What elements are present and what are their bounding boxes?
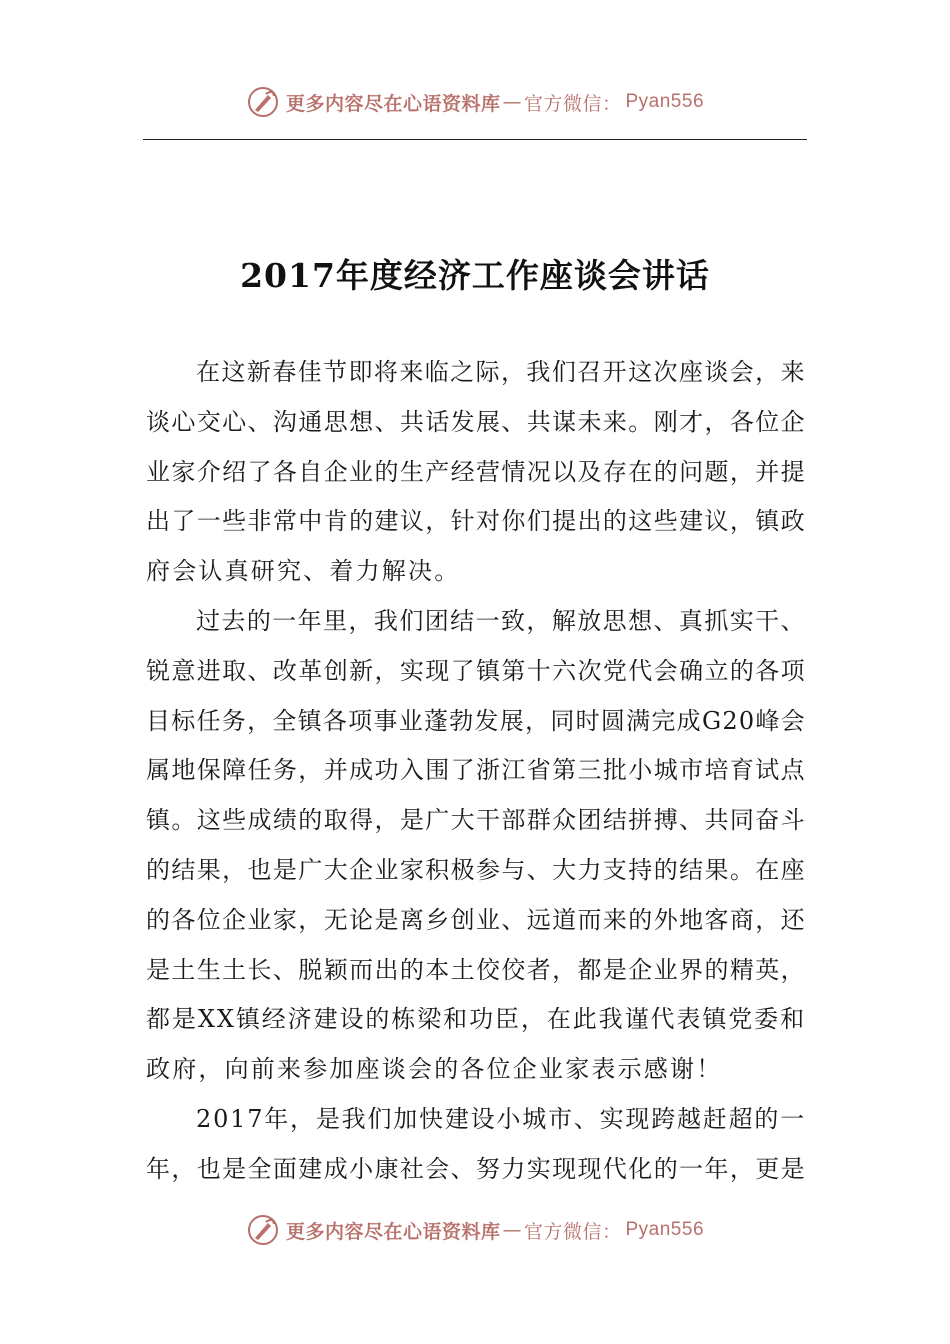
banner-main-text: 更多内容尽在心语资料库 (285, 92, 501, 115)
header-divider (143, 139, 807, 140)
body-line: 的各位企业家，无论是离乡创业、远道而来的外地客商，还 (146, 905, 806, 934)
footer-banner (0, 1210, 950, 1250)
body-line: 府会认真研究、着力解决。 (146, 557, 461, 586)
banner-main-text: 更多内容尽在心语资料库 (285, 1220, 501, 1243)
banner-sub-text: 官方微信： (523, 1220, 622, 1243)
body-line: 是土生土长、脱颖而出的本土佼佼者，都是企业界的精英， (146, 955, 806, 984)
body-line: 都是XX镇经济建设的栋梁和功臣，在此我谨代表镇党委和 (146, 1005, 806, 1034)
body-line: 属地保障任务，并成功入围了浙江省第三批小城市培育试点 (146, 756, 806, 785)
body-line: 锐意进取、改革创新，实现了镇第十六次党代会确立的各项 (146, 656, 806, 685)
body-line: 的结果，也是广大企业家积极参与、大力支持的结果。在座 (146, 856, 806, 884)
banner-wechat-id: Pyan556 (625, 91, 705, 112)
banner-dash: — (502, 1219, 522, 1241)
body-line: 目标任务，全镇各项事业蓬勃发展，同时圆满完成G20峰会 (146, 706, 806, 735)
document-title: 2017年度经济工作座谈会讲话 (240, 256, 710, 295)
header-banner (0, 82, 950, 122)
banner-dash: — (502, 91, 522, 113)
body-line: 2017年，是我们加快建设小城市、实现跨越赶超的一 (196, 1105, 806, 1133)
body-line: 出了一些非常中肯的建议，针对你们提出的这些建议，镇政 (146, 507, 806, 536)
pen-logo-icon (246, 1213, 280, 1247)
body-line: 政府，向前来参加座谈会的各位企业家表示感谢！ (146, 1055, 723, 1084)
banner-wechat-id: Pyan556 (625, 1219, 705, 1240)
body-line: 在这新春佳节即将来临之际，我们召开这次座谈会，来 (196, 358, 806, 386)
body-line: 谈心交心、沟通思想、共话发展、共谋未来。刚才，各位企 (146, 407, 806, 436)
body-line: 镇。这些成绩的取得，是广大干部群众团结拼搏、共同奋斗 (146, 806, 806, 835)
body-line: 业家介绍了各自企业的生产经营情况以及存在的问题，并提 (146, 457, 806, 486)
body-line: 年，也是全面建成小康社会、努力实现现代化的一年，更是 (146, 1154, 806, 1183)
body-line: 过去的一年里，我们团结一致，解放思想、真抓实干、 (196, 607, 806, 635)
pen-logo-icon (246, 85, 280, 119)
banner-sub-text: 官方微信： (523, 92, 622, 115)
